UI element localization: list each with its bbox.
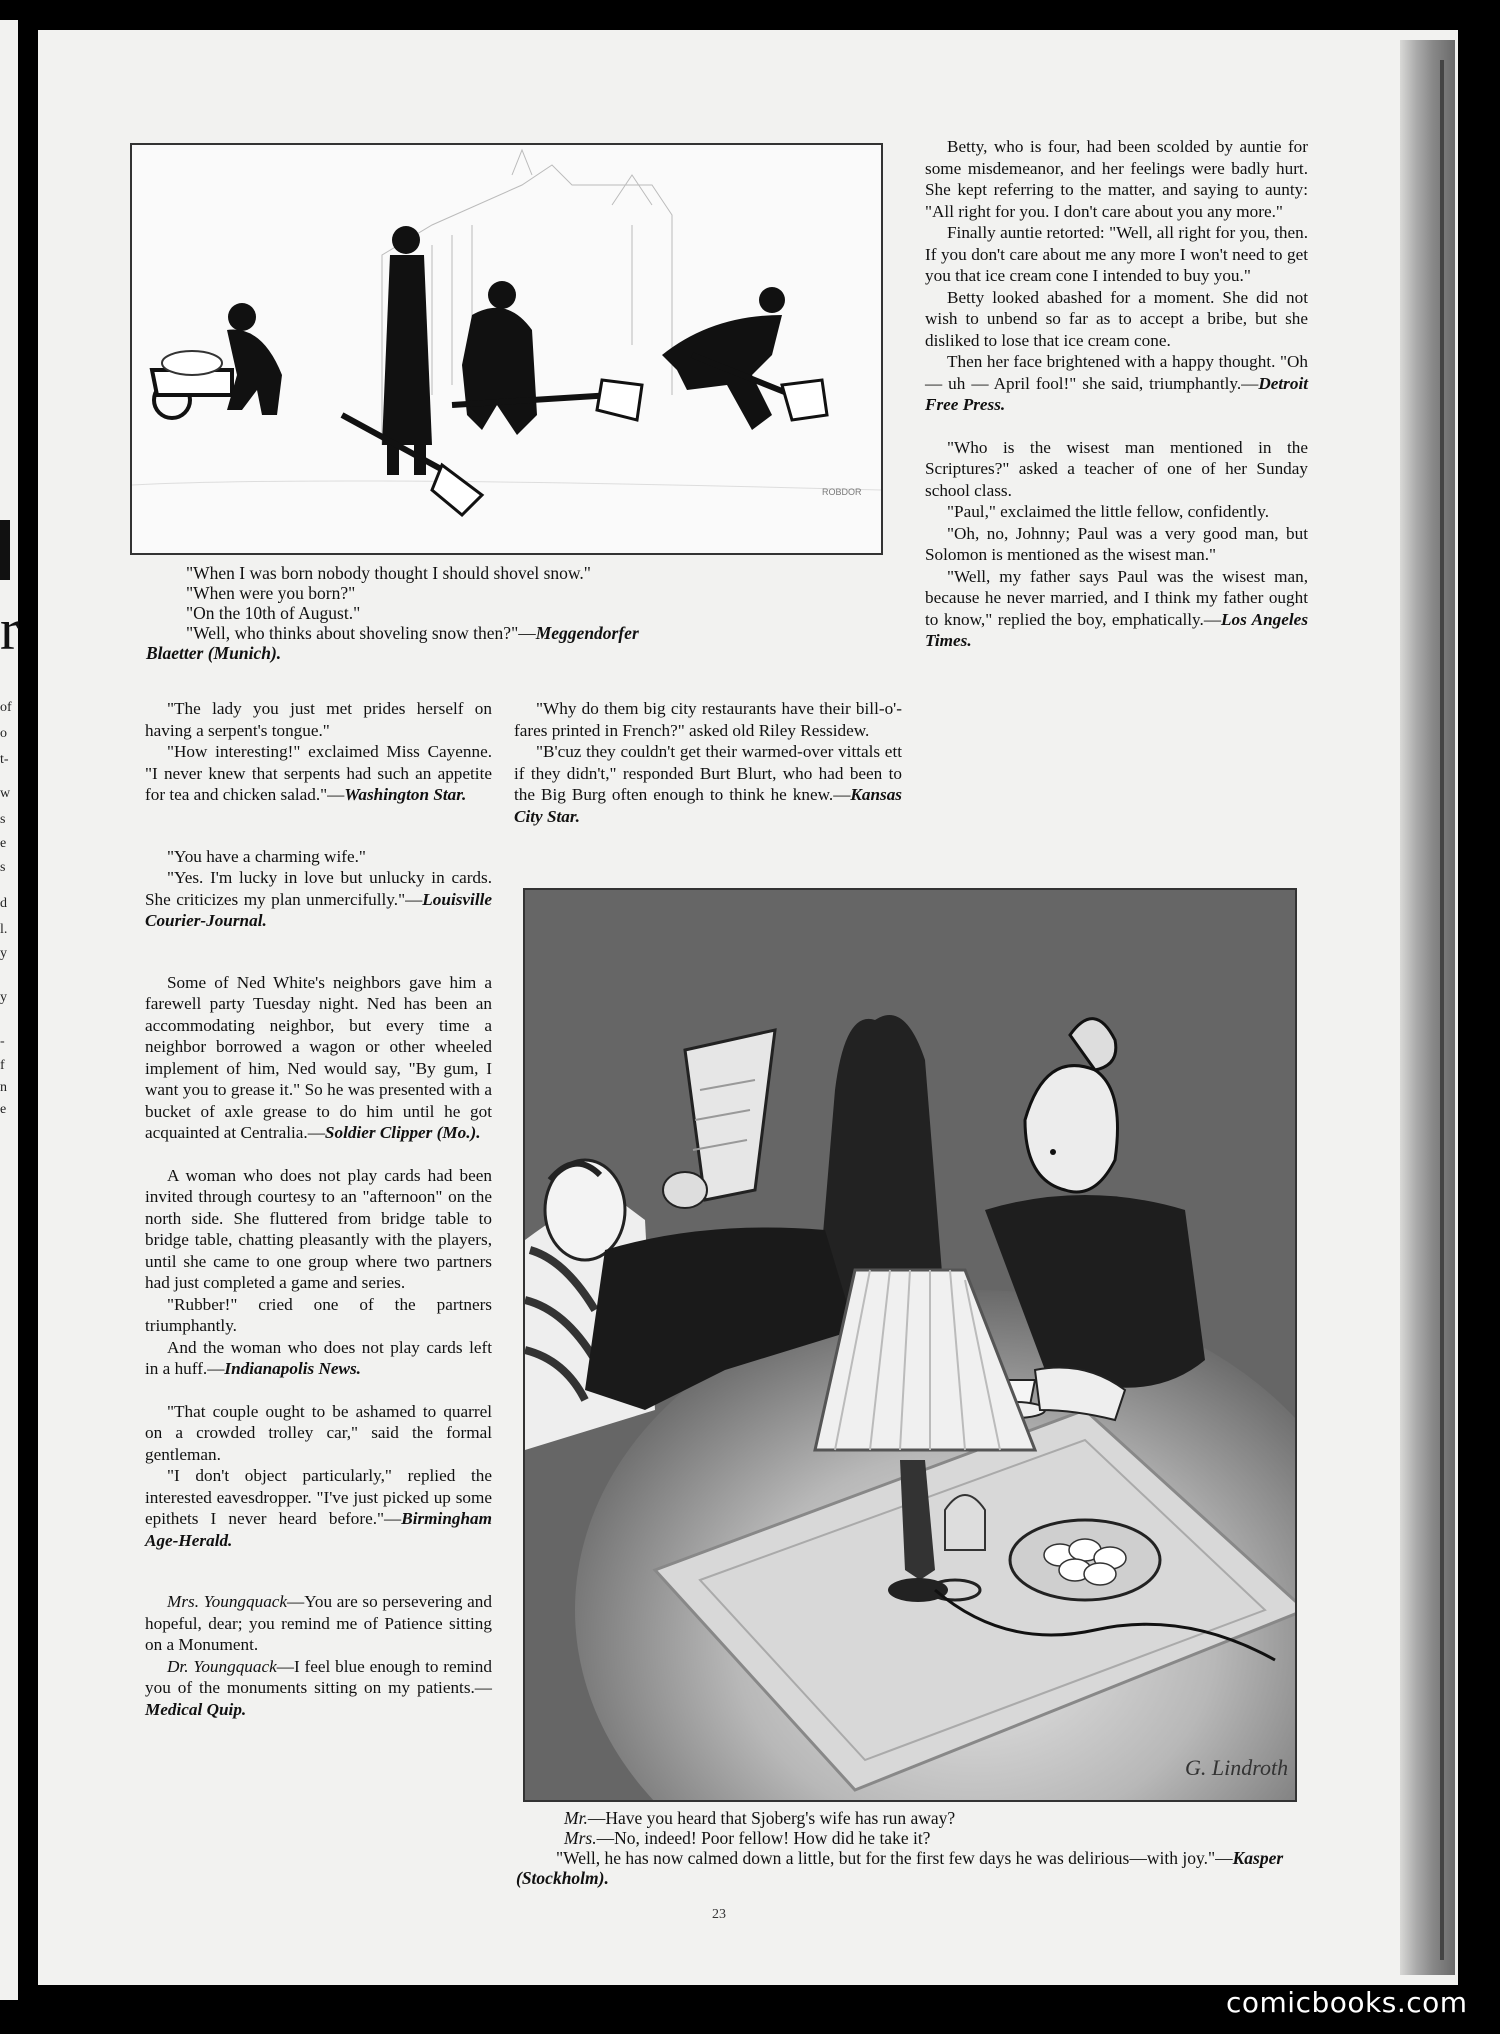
joke-paragraph — [145, 1591, 492, 1656]
joke-text: "Well, my father says Paul was the wisest man, because he never married, and I think my father ought to know," replied the boy, emphatically.— — [925, 566, 1308, 629]
joke-paragraph: "The lady you just met prides herself on having a serpent's tongue." — [145, 699, 492, 740]
joke-paragraph: "Why do them big city restaurants have their bill-o'-fares printed in French?" asked old Riley Ressidew. — [514, 699, 902, 740]
joke-paragraph — [145, 972, 492, 1144]
joke-paragraph: A woman who does not play cards had been invited through courtesy to an "afternoon" on the north side. She fluttered from bridge table to bridge table, chatting pleasantly with the players, until she came to one group where two partners had just completed a game and series. — [145, 1165, 492, 1292]
left-page-ink-block — [0, 520, 10, 580]
left-page-fragment: n — [0, 1080, 7, 1095]
joke-paragraph: Betty, who is four, had been scolded by auntie for some misdemeanor, and her feelings were badly hurt. She kept referring to the matter, and saying to aunty: "All right for you. I don't care about you any more." — [925, 137, 1308, 221]
joke-paragraph: Betty looked abashed for a moment. She did not wish to unbend so far as to accept a bribe, but she disliked to lose that ice cream cone. — [925, 287, 1308, 350]
joke-paragraph — [145, 1656, 492, 1721]
joke-text: —I feel blue enough to remind you of the monuments sitting on my patients.— — [145, 1656, 492, 1697]
left-page-fragment: w — [0, 786, 11, 801]
caption-text: —Have you heard that Sjoberg's wife has run away? — [587, 1808, 956, 1828]
joke-source: Medical Quip. — [145, 1699, 247, 1719]
caption-line — [516, 1828, 1296, 1848]
joke-source: Indianapolis News. — [224, 1359, 361, 1378]
joke-text: Then her face brightened with a happy thought. "Oh — uh — April fool!" she said, triumphantly.— — [925, 352, 1308, 393]
joke-text: "How interesting!" exclaimed Miss Cayenne. "I never knew that serpents had such an appetite for tea and chicken salad."— — [145, 742, 492, 804]
snow-shovel-cartoon — [130, 143, 883, 555]
joke-paragraph — [145, 1465, 492, 1551]
joke-paragraph: "You have a charming wife." — [167, 846, 366, 866]
joke-paragraph: "Oh, no, Johnny; Paul was a very good man, but Solomon is mentioned as the wisest man." — [925, 523, 1308, 564]
left-page-fragment: t- — [0, 752, 9, 767]
joke-source: Detroit Free Press. — [925, 373, 1308, 414]
left-page-fragment: - — [0, 1034, 5, 1049]
left-page-fragment: y — [0, 990, 7, 1005]
joke-paragraph — [145, 1337, 492, 1380]
lamp-table-cartoon — [523, 888, 1297, 1802]
speaker: Dr. Youngquack — [167, 1656, 277, 1676]
joke-text: "Yes. I'm lucky in love but unlucky in cards. She criticizes my plan unmercifully."— — [145, 868, 492, 909]
joke-paragraph: "Paul," exclaimed the little fellow, confidently. — [947, 502, 1270, 521]
lamp-table-drawing — [525, 890, 1295, 1800]
left-page-fragment: e — [0, 1102, 7, 1117]
joke-paragraph — [145, 867, 492, 932]
left-page-fragment: l. — [0, 922, 8, 937]
spine-edge — [1440, 60, 1444, 1960]
speaker: Mrs. Youngquack — [167, 1592, 288, 1611]
left-page-fragment: e — [0, 836, 7, 851]
caption-line — [146, 623, 886, 643]
joke-source: Louisville Courier-Journal. — [145, 889, 492, 930]
joke-paragraph: "Rubber!" cried one of the partners triumphantly. — [145, 1294, 492, 1335]
caption-source: Meggendorfer — [535, 623, 639, 643]
left-page-fragment: s — [0, 860, 6, 875]
joke-paragraph: "That couple ought to be ashamed to quarrel on a crowded trolley car," said the formal gentleman. — [145, 1401, 492, 1464]
book-spine — [1400, 40, 1455, 1975]
joke-text: "I don't object particularly," replied the interested eavesdropper. "I've just picked up some epithets I never heard before."— — [145, 1466, 492, 1528]
joke-text: Some of Ned White's neighbors gave him a farewell party Tuesday night. Ned has been an accommodating neighbor, but every time a neighbor borrowed a wagon or other wheeled implement of him, Ned would say, "By gum, I want you to grease it." So he was presented with a bucket of axle grease to do him until he got acquainted at Centralia.— — [145, 972, 492, 1142]
caption-line — [516, 1848, 1296, 1888]
caption-text: —No, indeed! Poor fellow! How did he take it? — [596, 1828, 931, 1848]
joke-paragraph: Finally auntie retorted: "Well, all right for you, then. If you don't care about me any more I won't need to get you that ice cream cone I intended to buy you." — [925, 223, 1308, 285]
left-page-fragment: of — [0, 700, 12, 715]
column-1 — [145, 698, 492, 1720]
left-page-fragment: o — [0, 726, 7, 741]
caption-line: "When were you born?" — [186, 583, 356, 603]
left-page-fragment: f — [0, 1058, 5, 1073]
left-page-fragment: s — [0, 812, 6, 827]
joke-source: Birmingham Age-Herald. — [145, 1509, 492, 1550]
joke-source: Soldier Clipper (Mo.). — [324, 1123, 481, 1142]
joke-paragraph — [925, 566, 1308, 652]
site-watermark: comicbooks.com — [1226, 1986, 1468, 2019]
page-number: 23 — [712, 1907, 726, 1922]
left-page-fragment: d — [0, 896, 7, 911]
left-page-fragment: y — [0, 946, 7, 961]
joke-paragraph — [145, 741, 492, 806]
caption-line — [516, 1808, 1296, 1828]
joke-paragraph — [925, 351, 1308, 416]
artist-signature: G. Lindroth — [1185, 1755, 1289, 1780]
caption-line: "When I was born nobody thought I should shovel snow." — [186, 563, 591, 583]
artist-signature: ROBDOR — [822, 487, 862, 497]
joke-source: Kansas City Star. — [514, 785, 902, 826]
joke-source: Los Angeles Times. — [925, 609, 1309, 650]
joke-text: "B'cuz they couldn't get their warmed-over vittals ett if they didn't," responded Burt Blurt, who had been to the Big Burg often enough to think he knew.— — [514, 742, 902, 804]
caption-text: "Well, who thinks about shoveling snow then?"— — [186, 623, 536, 643]
joke-text: —You are so persevering and hopeful, dear; you remind me of Patience sitting on a Monument. — [145, 1592, 492, 1654]
column-3 — [925, 136, 1308, 652]
snow-shovel-drawing — [132, 145, 881, 553]
left-page-edge — [0, 20, 18, 2000]
joke-text: And the woman who does not play cards left in a huff.— — [145, 1337, 492, 1378]
joke-paragraph: "Who is the wisest man mentioned in the Scriptures?" asked a teacher of one of her Sunday school class. — [925, 437, 1308, 500]
joke-source: Washington Star. — [344, 785, 467, 804]
caption-source-line2: Blaetter (Munich). — [146, 643, 282, 663]
caption-line: "On the 10th of August." — [186, 603, 361, 623]
snow-cartoon-caption — [146, 563, 886, 663]
lamp-cartoon-caption — [516, 1808, 1296, 1888]
caption-source: Kasper (Stockholm). — [516, 1848, 1284, 1888]
left-page-letter: r — [0, 597, 20, 662]
speaker: Mr. — [564, 1808, 588, 1828]
joke-paragraph — [514, 741, 902, 827]
column-2 — [514, 698, 902, 827]
caption-text: "Well, he has now calmed down a little, but for the first few days he was delirious—with joy."— — [556, 1848, 1233, 1868]
speaker: Mrs. — [564, 1828, 597, 1848]
